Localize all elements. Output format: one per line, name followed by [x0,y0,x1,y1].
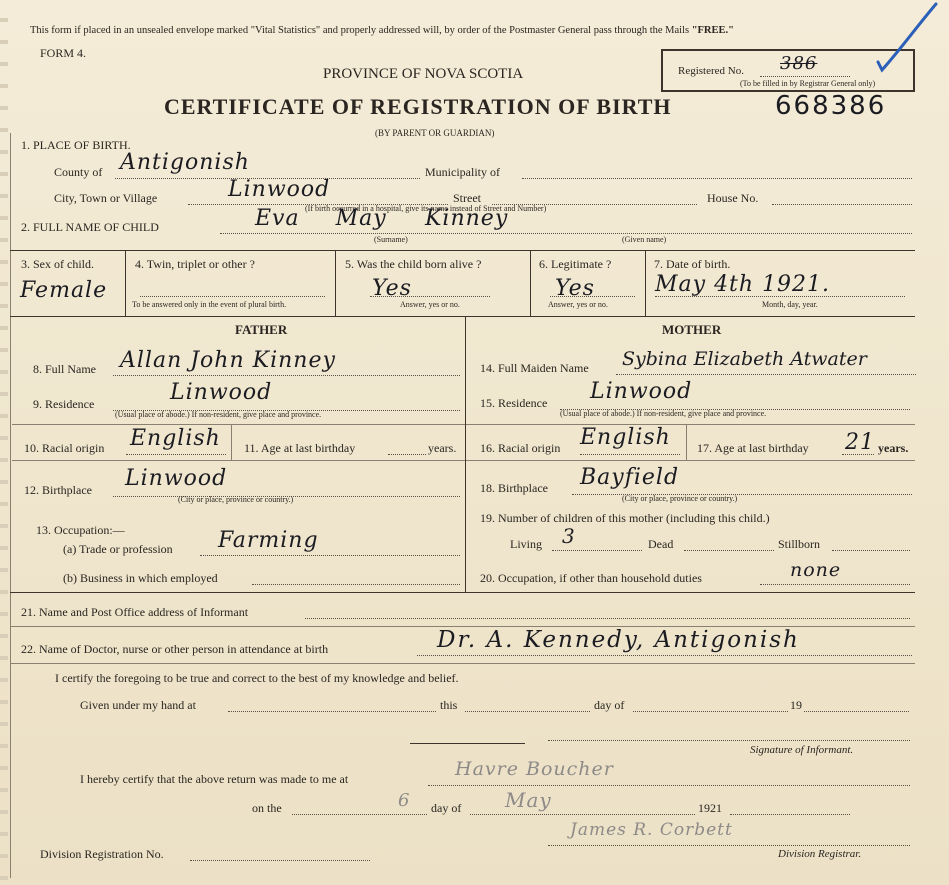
city-value: Linwood [228,177,331,202]
father-racial-origin-value: English [130,426,221,451]
father-racial-origin-label: 10. Racial origin [24,441,105,455]
mother-birthplace-value: Bayfield [580,465,680,490]
birth-date-label: 7. Date of birth. [654,257,731,271]
on-the-label: on the [252,801,282,815]
father-age-label: 11. Age at last birthday [244,441,356,455]
division-registration-label: Division Registration No. [40,847,164,861]
father-birthplace-note: (City or place, province or country.) [178,495,294,504]
registered-number-label: Registered No. [678,65,744,77]
father-age-unit: years. [428,441,457,455]
father-business-label: (b) Business in which employed [63,571,218,585]
sex-value: Female [20,278,108,303]
born-alive-label: 5. Was the child born alive ? [345,257,482,271]
blue-check-mark-icon [860,0,940,80]
father-name-label: 8. Full Name [33,362,96,376]
mother-residence-note: (Usual place of abode.) If non-resident, give place and province. [560,409,767,418]
city-label: City, Town or Village [54,191,158,205]
province-heading: PROVINCE OF NOVA SCOTIA [323,66,524,82]
birth-date-note: Month, day, year. [762,300,818,309]
father-residence-value: Linwood [170,380,273,405]
informant-signature-label: Signature of Informant. [750,744,854,756]
mother-residence-label: 15. Residence [480,396,548,410]
division-registrar-label: Division Registrar. [778,848,862,860]
legitimate-value: Yes [555,276,595,301]
child-surname-value: Kinney [425,206,509,231]
registrar-day-value: 6 [398,790,411,811]
given-this-label: this [440,698,458,712]
registration-number: 668386 [775,91,887,121]
mother-living-value: 3 [562,524,576,548]
mother-residence-value: Linwood [590,379,693,404]
municipality-label: Municipality of [425,165,500,179]
mother-racial-origin-label: 16. Racial origin [480,441,561,455]
county-value: Antigonish [120,150,250,175]
mother-age-label: 17. Age at last birthday [697,441,809,455]
mother-heading: MOTHER [662,322,722,337]
doctor-value: Dr. A. Kennedy, Antigonish [437,627,800,653]
child-given-name-value: Eva May [255,206,387,231]
mother-living-label: Living [510,537,542,551]
registrar-signature-value: James R. Corbett [570,820,733,840]
father-heading: FATHER [235,322,288,337]
sex-label: 3. Sex of child. [21,257,94,271]
given-year-prefix: 19 [790,698,802,712]
birth-date-value: May 4th 1921. [655,272,831,297]
father-trade-label: (a) Trade or profession [63,542,173,556]
father-residence-label: 9. Residence [33,397,95,411]
mother-name-value: Sybina Elizabeth Atwater [622,348,867,370]
father-name-value: Allan John Kinney [120,348,336,373]
mother-stillborn-label: Stillborn [778,537,821,551]
mother-children-label: 19. Number of children of this mother (including this child.) [480,511,770,525]
mother-racial-origin-value: English [580,425,671,450]
given-name-note: (Given name) [622,235,667,244]
father-trade-value: Farming [218,528,319,553]
registered-number-note: (To be filled in by Registrar General only) [740,79,876,88]
informant-certification: I certify the foregoing to be true and correct to the best of my knowledge and belief. [55,671,459,685]
form-number: FORM 4. [40,46,87,60]
legitimate-note: Answer, yes or no. [548,300,608,309]
mother-dead-label: Dead [648,537,674,551]
mother-occupation-value: none [790,559,842,581]
house-number-label: House No. [707,191,759,205]
twin-note: To be answered only in the event of plural birth. [132,300,287,309]
surname-note: (Surname) [374,235,408,244]
place-of-birth-heading: 1. PLACE OF BIRTH. [21,138,131,152]
twin-label: 4. Twin, triplet or other ? [135,257,255,271]
mother-occupation-label: 20. Occupation, if other than household duties [480,571,702,585]
hospital-note: (If birth occurred in a hospital, give its name instead of Street and Number) [305,204,547,213]
mother-name-label: 14. Full Maiden Name [480,361,589,375]
father-residence-note: (Usual place of abode.) If non-resident, give place and province. [115,410,322,419]
mother-age-value: 21 [845,430,875,455]
father-birthplace-label: 12. Birthplace [24,483,92,497]
mother-age-unit: years. [878,441,909,455]
born-alive-value: Yes [372,276,412,301]
informant-label: 21. Name and Post Office address of Informant [21,605,249,619]
registered-number-struck: 386 [780,53,818,74]
legitimate-label: 6. Legitimate ? [539,257,612,271]
certificate-title: CERTIFICATE OF REGISTRATION OF BIRTH [164,94,672,119]
mother-birthplace-note: (City or place, province or country.) [622,494,738,503]
born-alive-note: Answer, yes or no. [400,300,460,309]
given-under-label: Given under my hand at [80,698,196,712]
registrar-certification: I hereby certify that the above return was made to me at [80,772,349,786]
punch-holes [0,0,8,885]
doctor-label: 22. Name of Doctor, nurse or other person in attendance at birth [21,642,329,656]
registrar-month-value: May [505,788,552,812]
child-name-label: 2. FULL NAME OF CHILD [21,220,159,234]
registrar-place-value: Havre Boucher [455,758,614,780]
county-label: County of [54,165,103,179]
mother-birthplace-label: 18. Birthplace [480,481,548,495]
certificate-subtitle: (BY PARENT OR GUARDIAN) [375,128,495,138]
registrar-day-of-label: day of [431,801,462,815]
father-occupation-label: 13. Occupation:— [36,523,125,537]
postal-notice: This form if placed in an unsealed envelope marked "Vital Statistics" and properly addressed will, by order of the Postmaster General pass through the Mails "FREE." [30,25,734,36]
registrar-year-value: 1921 [698,801,722,815]
father-birthplace-value: Linwood [125,466,228,491]
street-label: Street [453,191,481,205]
given-day-of-label: day of [594,698,625,712]
